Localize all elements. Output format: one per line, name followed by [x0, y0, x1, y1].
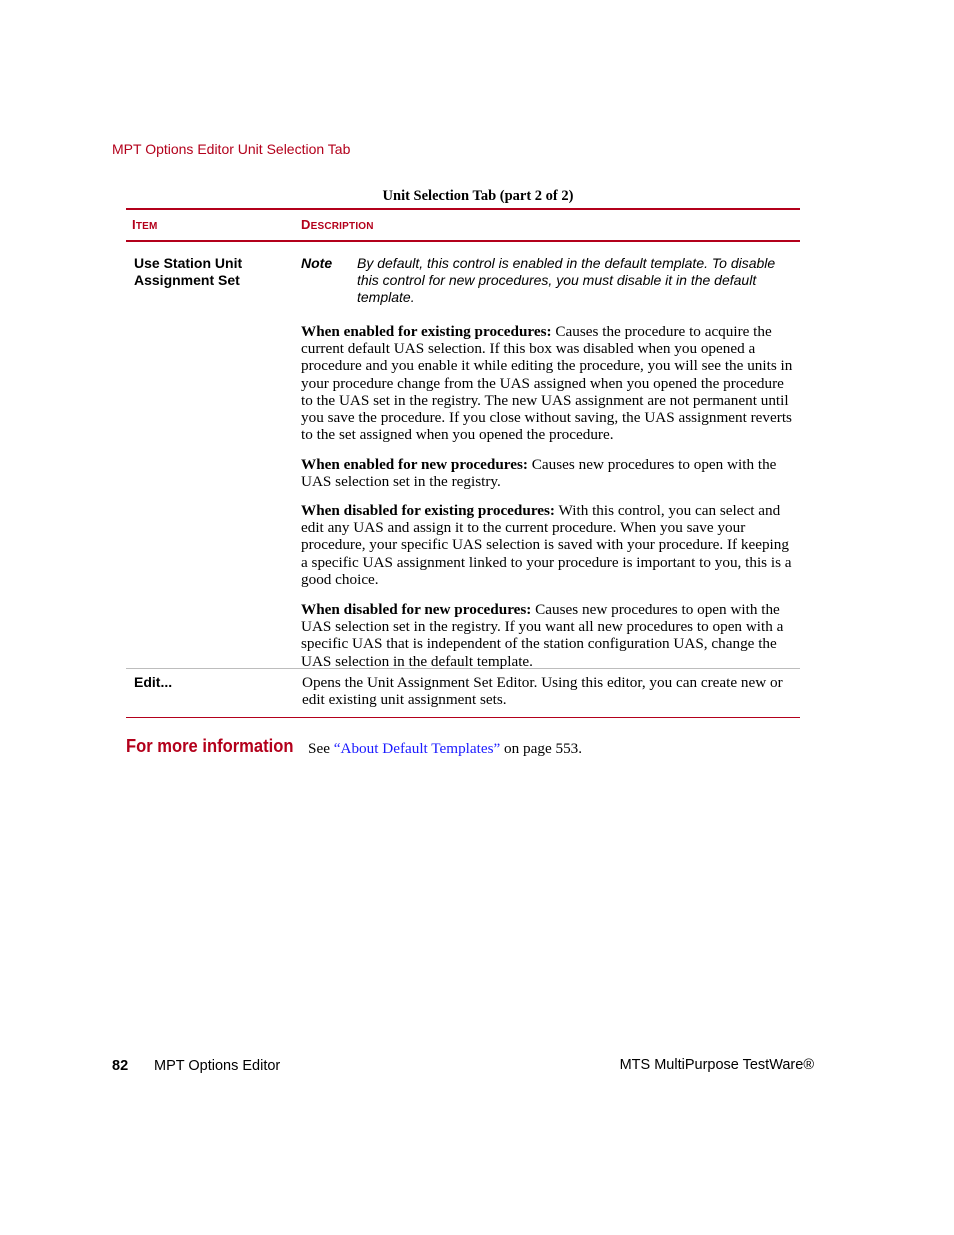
paragraph-enabled-existing: When enabled for existing procedures: Causes the procedure to acquire the current default UAS selection. If this box was disabled when you opened a procedure and you enable it while editing the procedure, you will see the units in your procedure change from the UAS assigned when you opened the procedure to the UAS set in the registry. The new UAS assignment are not permanent until you save the procedure. If you close without saving, the UAS assignment reverts to the set assigned when you opened the procedure.	[301, 323, 793, 444]
unit-selection-table	[126, 208, 800, 718]
breadcrumb: MPT Options Editor Unit Selection Tab	[112, 141, 351, 157]
item-edit: Edit...	[134, 674, 173, 690]
column-header-description: DESCRIPTION	[301, 217, 374, 232]
paragraph-disabled-new: When disabled for new procedures: Causes new procedures to open with the UAS selection set in the registry. If you want all new procedures to open with a specific UAS that is independent of the station configuration UAS, change the UAS selection in the default template.	[301, 601, 784, 670]
page-number: 82	[112, 1058, 129, 1074]
item-use-station-unit-assignment-set: Use Station Unit Assignment Set	[134, 255, 243, 288]
for-more-information-heading: For more information	[126, 736, 294, 756]
note-text: By default, this control is enabled in the default template. To disable this control for new procedures, you must disable it in the default template.	[357, 255, 776, 305]
paragraph-disabled-existing: When disabled for existing procedures: With this control, you can select and edit any UAS and assign it to the current procedure. When you save your procedure, your specific UAS selection is saved with your procedure. If keeping a specific UAS assignment linked to your procedure is important to you, this is a good choice.	[301, 502, 792, 588]
footer-product: MTS MultiPurpose TestWare®	[619, 1057, 814, 1073]
paragraph-enabled-new: When enabled for new procedures: Causes new procedures to open with the UAS selection set in the registry.	[301, 456, 777, 491]
about-default-templates-link[interactable]: “About Default Templates”	[333, 740, 501, 757]
note-label: Note	[301, 255, 333, 271]
footer-chapter: MPT Options Editor	[154, 1058, 281, 1074]
column-header-item: ITEM	[132, 217, 158, 232]
table-header-row	[126, 208, 800, 242]
edit-description: Opens the Unit Assignment Set Editor. Using this editor, you can create new or edit existing unit assignment sets.	[302, 674, 783, 709]
table-caption: Unit Selection Tab (part 2 of 2)	[382, 188, 574, 204]
table-row	[126, 242, 800, 669]
for-more-information-text: See “About Default Templates” on page 553.	[308, 740, 583, 757]
table-row	[126, 669, 800, 718]
